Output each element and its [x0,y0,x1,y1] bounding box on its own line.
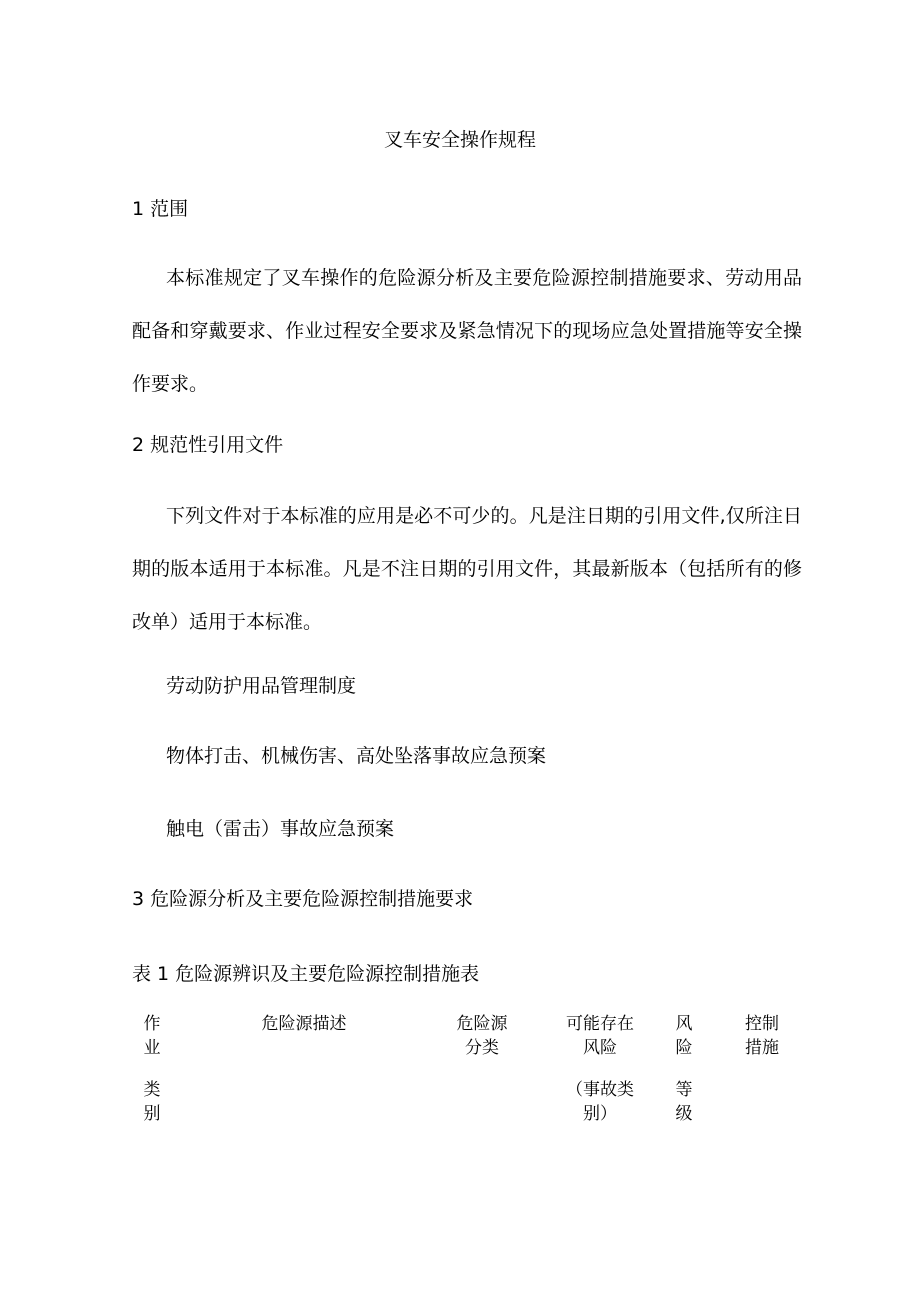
table-caption: 表 1 危险源辨识及主要危险源控制措施表 [132,963,480,985]
section-1-heading: 1 范围 [132,198,189,220]
reference-item: 触电（雷击）事故应急预案 [166,818,395,840]
header-control-measures: 控制 措施 [745,1014,779,1058]
reference-item: 劳动防护用品管理制度 [166,675,357,697]
header-hazard-description: 危险源描述 [261,1014,347,1034]
document-title: 叉车安全操作规程 [383,129,536,151]
section-1-body: 本标准规定了叉车操作的危险源分析及主要危险源控制措施要求、劳动用品配备和穿戴要求、作业过程安全要求及紧急情况下的现场应急处置措施等安全操作要求。 [132,267,802,395]
reference-item: 物体打击、机械伤害、高处坠落事故应急预案 [166,745,547,767]
header-risk-level: 风 险 等 级 [675,1014,693,1124]
header-work-type: 作 业 类 别 [143,1014,161,1124]
section-2-heading: 2 规范性引用文件 [132,434,284,456]
header-hazard-class: 危险源 分类 [456,1014,508,1058]
section-3-heading: 3 危险源分析及主要危险源控制措施要求 [132,888,474,910]
section-2-body: 下列文件对于本标准的应用是必不可少的。凡是注日期的引用文件,仅所注日期的版本适用于本标准。凡是不注日期的引用文件，其最新版本（包括所有的修改单）适用于本标准。 [132,505,802,633]
header-possible-risk: 可能存在 风险 （事故类 别） [566,1014,634,1124]
